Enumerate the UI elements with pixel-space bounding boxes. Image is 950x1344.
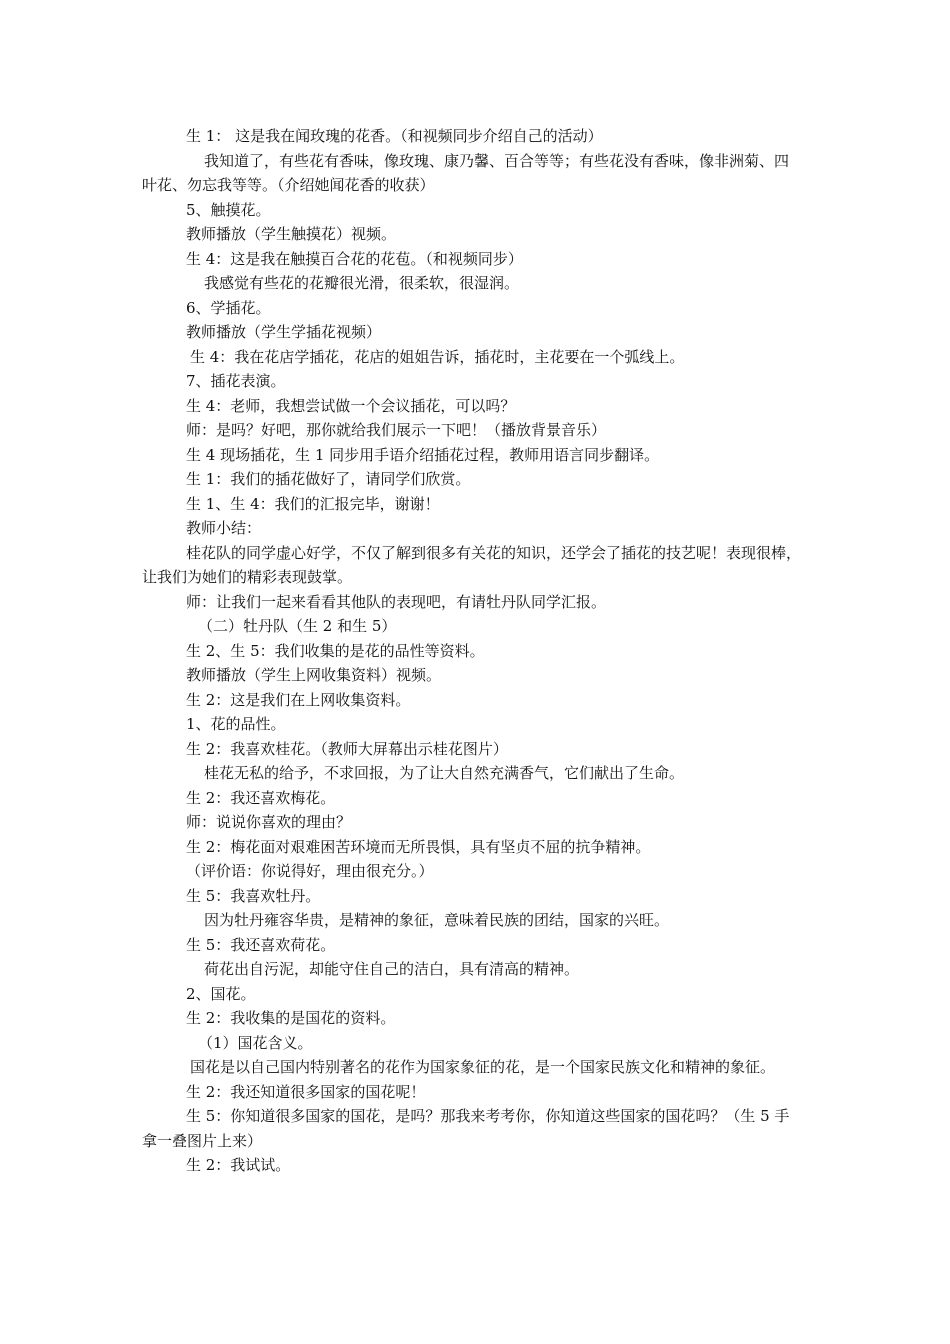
text-line: 生 2：我还喜欢梅花。 — [186, 788, 336, 807]
text-line: 生 2、生 5：我们收集的是花的品性等资料。 — [186, 641, 485, 660]
text-line: 生 1、生 4：我们的汇报完毕，谢谢！ — [186, 494, 440, 513]
text-line: 生 4：这是我在触摸百合花的花苞。（和视频同步） — [186, 249, 523, 268]
section-heading: 2、国花。 — [186, 984, 256, 1003]
text-line: 师：是吗？好吧，那你就给我们展示一下吧！（播放背景音乐） — [186, 421, 607, 439]
section-heading: （1）国花含义。 — [198, 1033, 313, 1052]
document-body — [142, 124, 802, 1178]
text-line: 师：让我们一起来看看其他队的表现吧，有请牡丹队同学汇报。 — [186, 592, 607, 611]
text-line: 我感觉有些花的花瓣很光滑，很柔软，很湿润。 — [204, 274, 520, 292]
text-line: 生 2：我收集的是国花的资料。 — [186, 1009, 396, 1027]
text-line: 生 2：梅花面对艰难困苦环境而无所畏惧，具有坚贞不屈的抗争精神。 — [186, 837, 651, 856]
text-line: 生 1：我们的插花做好了，请同学们欣赏。 — [186, 470, 471, 488]
text-line: 生 2：我试试。 — [186, 1156, 291, 1174]
text-line: 教师播放（学生上网收集资料）视频。 — [186, 666, 442, 684]
text-line: 生 4：我在花店学插花，花店的姐姐告诉，插花时，主花要在一个弧线上。 — [190, 347, 685, 366]
section-heading: 5、触摸花。 — [186, 200, 271, 219]
text-line: 生 5：我还喜欢荷花。 — [186, 935, 336, 954]
text-paragraph: 我知道了，有些花有香味，像玫瑰、康乃馨、百合等等；有些花没有香味，像非洲菊、四叶花、勿忘我等等。（介绍她闻花香的收获） — [142, 151, 790, 194]
text-paragraph: 国花是以自己国内特别著名的花作为国家象征的花，是一个国家民族文化和精神的象征。 — [190, 1058, 776, 1076]
text-paragraph: 生 5：你知道很多国家的国花，是吗？那我来考考你，你知道这些国家的国花吗？（生 5 手拿一叠图片上来） — [142, 1107, 790, 1150]
text-line: 生 2：我喜欢桂花。（教师大屏幕出示桂花图片） — [186, 739, 508, 758]
text-paragraph: 桂花队的同学虚心好学，不仅了解到很多有关花的知识，还学会了插花的技艺呢！表现很棒，让我们为她们的精彩表现鼓掌。 — [142, 543, 802, 586]
text-line: 教师播放（学生学插花视频） — [186, 323, 382, 341]
section-heading: 1、花的品性。 — [186, 715, 286, 733]
text-line: （评价语：你说得好，理由很充分。） — [186, 862, 434, 880]
text-line: 教师小结： — [186, 519, 262, 537]
text-line: 生 5：我喜欢牡丹。 — [186, 886, 321, 905]
text-line: 荷花出自污泥，却能守住自己的洁白，具有清高的精神。 — [204, 960, 580, 978]
text-line: 生 2：我还知道很多国家的国花呢！ — [186, 1082, 426, 1101]
text-line: 教师播放（学生触摸花）视频。 — [186, 225, 397, 243]
text-line: 生 1： 这是我在闻玫瑰的花香。（和视频同步介绍自己的活动） — [186, 127, 603, 145]
text-line: 桂花无私的给予，不求回报，为了让大自然充满香气，它们献出了生命。 — [204, 764, 685, 782]
text-line: 因为牡丹雍容华贵，是精神的象征，意味着民族的团结，国家的兴旺。 — [204, 911, 670, 929]
section-heading: 7、插花表演。 — [186, 372, 286, 390]
text-line: 师：说说你喜欢的理由？ — [186, 813, 352, 831]
text-line: 生 4 现场插花，生 1 同步用手语介绍插花过程，教师用语言同步翻译。 — [186, 445, 660, 464]
text-line: 生 2：这是我们在上网收集资料。 — [186, 690, 411, 709]
section-heading: 6、学插花。 — [186, 298, 271, 317]
text-line: 生 4：老师，我想尝试做一个会议插花，可以吗？ — [186, 396, 516, 415]
section-heading: （二）牡丹队（生 2 和生 5） — [198, 617, 397, 635]
